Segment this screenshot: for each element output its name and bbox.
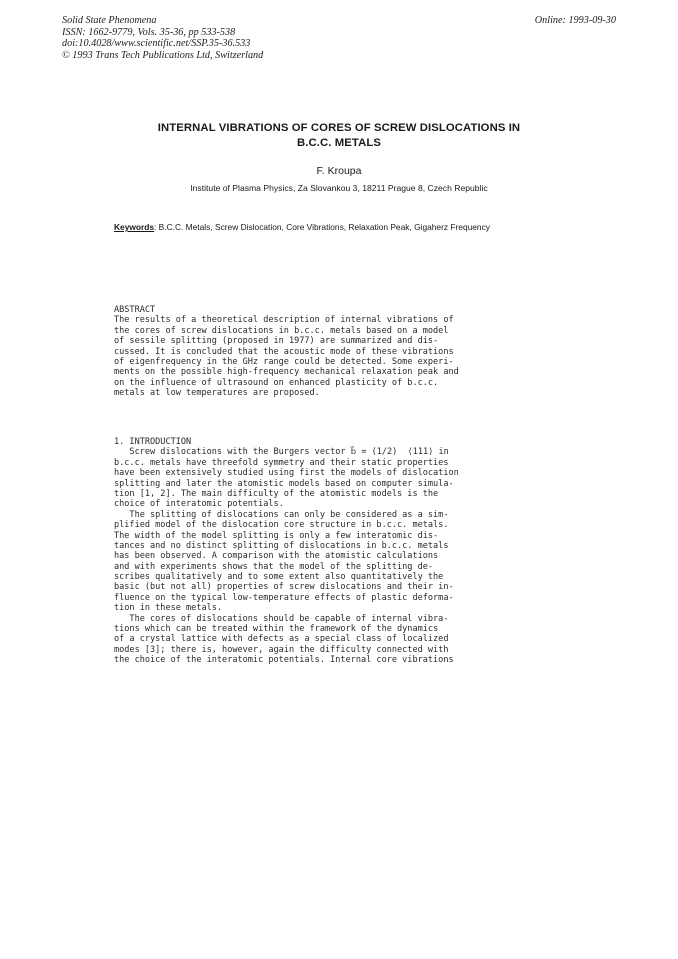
author-affiliation: Institute of Plasma Physics, Za Slovankou 3, 18211 Prague 8, Czech Republic	[190, 183, 488, 193]
abstract-line: cussed. It is concluded that the acoustic mode of these vibrations	[114, 346, 454, 357]
introduction-line: fluence on the typical low-temperature effects of plastic deforma-	[114, 592, 454, 603]
introduction-section	[114, 437, 459, 666]
introduction-line: basic (but not all) properties of screw dislocations and their in-	[114, 582, 454, 593]
abstract-line: of eigenfrequency in the GHz range could be detected. Some experi-	[114, 356, 454, 367]
introduction-line: The width of the model splitting is only a few interatomic dis-	[114, 530, 439, 541]
introduction-line: The splitting of dislocations can only be considered as a sim-	[114, 509, 449, 520]
introduction-line: scribes qualitatively and to some extent also quantitatively the	[114, 572, 444, 583]
doi-line: doi:10.4028/www.scientific.net/SSP.35-36.533	[62, 38, 251, 50]
introduction-line: tion in these metals.	[114, 603, 223, 614]
introduction-line: plified model of the dislocation core structure in b.c.c. metals.	[114, 520, 449, 531]
paper-title	[110, 121, 568, 151]
keywords-label: Keywords	[114, 222, 155, 232]
introduction-line: modes [3]; there is, however, again the difficulty connected with	[114, 644, 449, 655]
keywords-list: : B.C.C. Metals, Screw Dislocation, Core Vibrations, Relaxation Peak, Gigaherz Frequency	[154, 222, 490, 232]
abstract-line: on the influence of ultrasound on enhanced plasticity of b.c.c.	[114, 377, 439, 388]
title-line-1: INTERNAL VIBRATIONS OF CORES OF SCREW DISLOCATIONS IN	[157, 122, 521, 134]
introduction-line: tion [1, 2]. The main difficulty of the atomistic models is the	[114, 488, 439, 499]
journal-name: Solid State Phenomena	[62, 15, 157, 26]
introduction-line: have been extensively studied using first the models of dislocation	[114, 468, 459, 479]
introduction-line: Screw dislocations with the Burgers vector b⃗ = (1/2) ⟨111⟩ in	[114, 447, 449, 458]
abstract-line: of sessile splitting (proposed in 1977) are summarized and dis-	[114, 336, 439, 347]
introduction-line: splitting and later the atomistic models based on computer simula-	[114, 478, 454, 489]
introduction-line: 1. INTRODUCTION	[114, 437, 192, 447]
copyright-line: © 1993 Trans Tech Publications Ltd, Switzerland	[62, 49, 264, 61]
abstract-line: ABSTRACT	[114, 305, 156, 315]
issn-line: ISSN: 1662-9779, Vols. 35-36, pp 533-538	[62, 26, 236, 38]
abstract-section	[114, 305, 459, 399]
introduction-line: tions which can be treated within the framework of the dynamics	[114, 624, 439, 635]
abstract-line: metals at low temperatures are proposed.	[114, 388, 320, 399]
keywords	[114, 221, 544, 233]
introduction-line: b.c.c. metals have threefold symmetry and their static properties	[114, 457, 449, 468]
introduction-line: tances and no distinct splitting of dislocations in b.c.c. metals	[114, 540, 449, 551]
abstract-line: the cores of screw dislocations in b.c.c. metals based on a model	[114, 325, 449, 336]
abstract-line: The results of a theoretical description of internal vibrations of	[114, 315, 454, 326]
introduction-line: The cores of dislocations should be capable of internal vibra-	[114, 613, 449, 624]
introduction-line: choice of interatomic potentials.	[114, 499, 284, 510]
publication-info	[62, 15, 263, 61]
abstract-line: ments on the possible high-frequency mechanical relaxation peak and	[114, 367, 459, 378]
introduction-line: has been observed. A comparison with the atomistic calculations	[114, 551, 439, 562]
online-date: Online: 1993-09-30	[534, 15, 616, 26]
introduction-line: of a crystal lattice with defects as a special class of localized	[114, 634, 449, 645]
author-name: F. Kroupa	[316, 165, 362, 177]
introduction-line: and with experiments shows that the model of the splitting de-	[114, 561, 434, 572]
title-line-2: B.C.C. METALS	[297, 137, 381, 149]
introduction-line: the choice of the interatomic potentials. Internal core vibrations	[114, 655, 454, 666]
